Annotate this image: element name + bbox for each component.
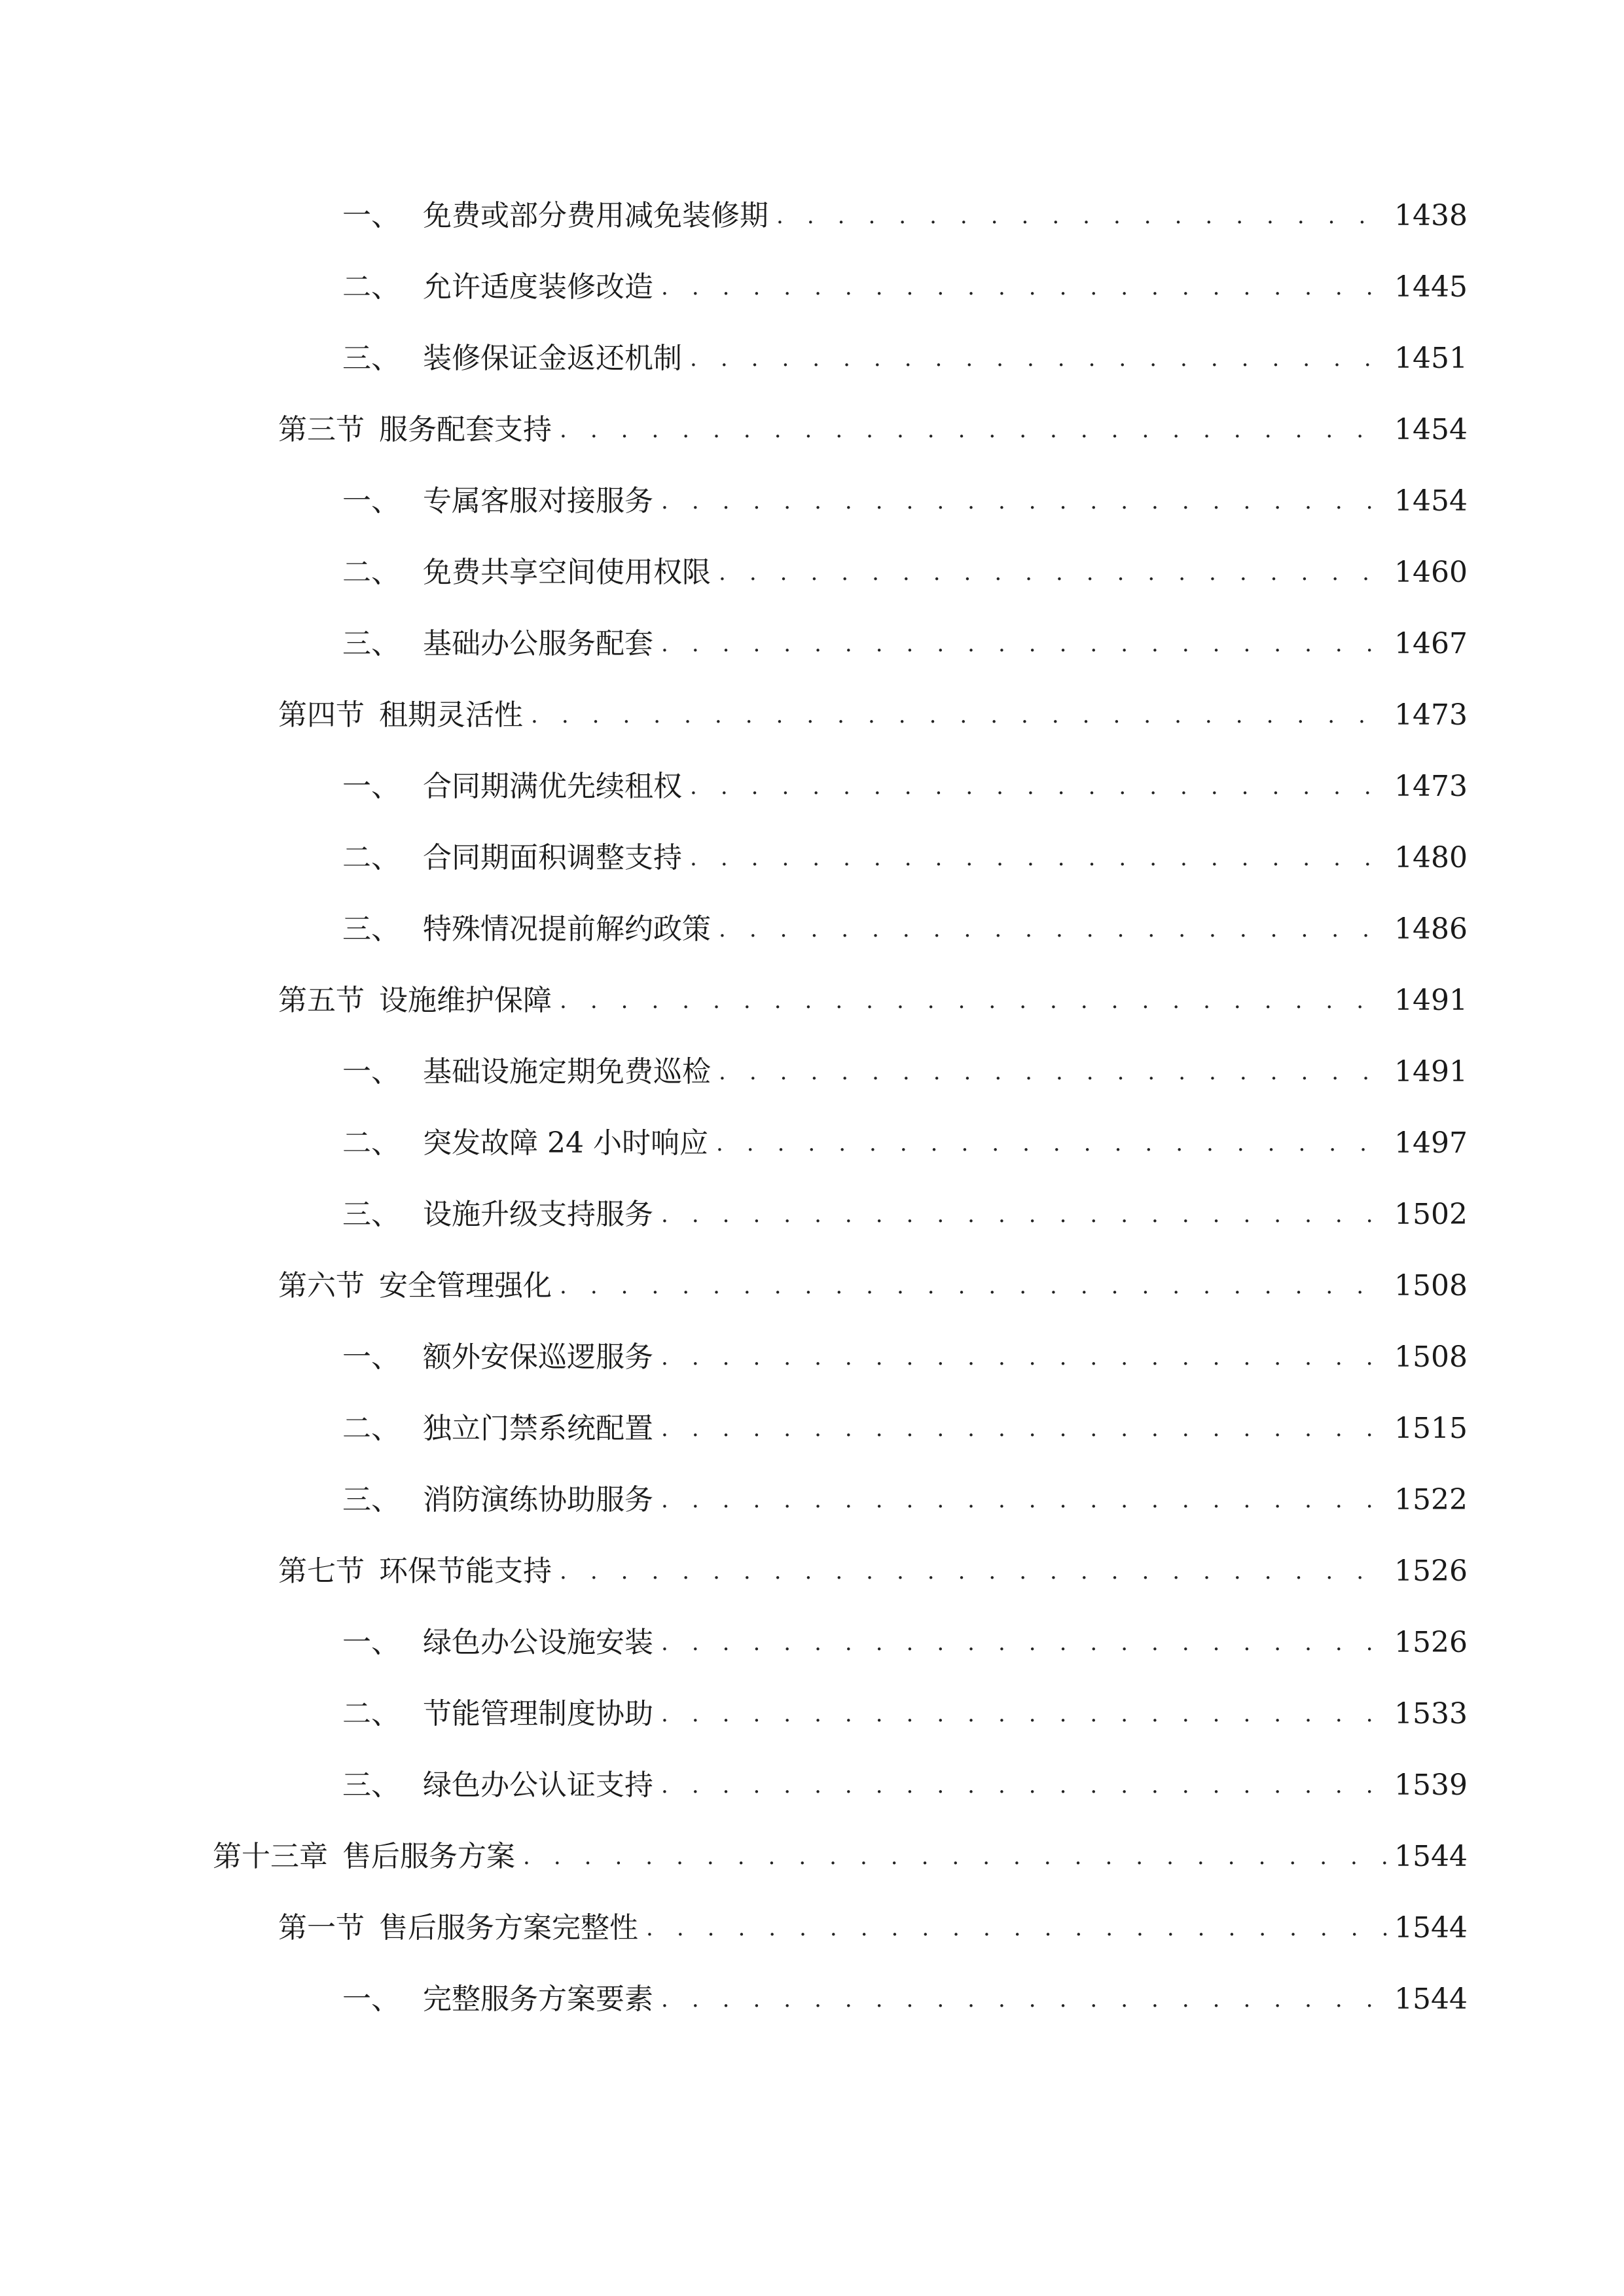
toc-entry-page: 1544 <box>1394 1982 1468 2016</box>
dot-leader <box>560 975 1388 1027</box>
toc-entry-page: 1522 <box>1394 1483 1468 1516</box>
toc-entry-number: 第四节 <box>278 698 365 732</box>
dot-leader <box>661 1474 1388 1526</box>
toc-entry-page: 1460 <box>1394 556 1468 589</box>
dot-leader <box>661 1617 1388 1669</box>
toc-entry-page: 1502 <box>1394 1198 1468 1231</box>
toc-entry-number: 第一节 <box>278 1911 365 1945</box>
toc-entry-title: 节能管理制度协助 <box>423 1697 653 1731</box>
toc-entry-title: 设施维护保障 <box>379 984 552 1017</box>
dot-leader <box>661 475 1388 528</box>
toc-entry-title: 绿色办公设施安装 <box>423 1626 653 1659</box>
toc-entry-number: 三、 <box>342 1768 400 1802</box>
toc-entry-page: 1467 <box>1394 627 1468 660</box>
toc-entry-number: 一、 <box>342 770 400 803</box>
toc-entry[interactable] <box>278 975 1468 1027</box>
toc-entry-number: 第十三章 <box>213 1840 328 1873</box>
toc-entry-title: 基础设施定期免费巡检 <box>423 1055 711 1088</box>
toc-entry-title: 专属客服对接服务 <box>423 484 653 518</box>
toc-entry[interactable] <box>278 1545 1468 1598</box>
toc-entry[interactable] <box>342 1403 1468 1455</box>
toc-entry-page: 1544 <box>1394 1840 1468 1873</box>
dot-leader <box>661 261 1388 314</box>
toc-entry[interactable] <box>342 261 1468 314</box>
toc-entry-number: 一、 <box>342 1055 400 1088</box>
dot-leader <box>560 1545 1388 1598</box>
toc-entry[interactable] <box>213 1831 1468 1883</box>
toc-entry[interactable] <box>342 1474 1468 1526</box>
dot-leader <box>646 1902 1388 1954</box>
toc-entry[interactable] <box>342 547 1468 599</box>
toc-entry-number: 二、 <box>342 270 400 304</box>
dot-leader <box>719 903 1388 956</box>
toc-entry[interactable] <box>342 1046 1468 1098</box>
toc-entry-page: 1454 <box>1394 484 1468 518</box>
toc-entry-page: 1445 <box>1394 270 1468 304</box>
toc-entry[interactable] <box>342 618 1468 670</box>
toc-entry[interactable] <box>342 761 1468 813</box>
toc-entry[interactable] <box>342 1759 1468 1812</box>
toc-entry-number: 三、 <box>342 342 400 375</box>
toc-entry[interactable] <box>342 1117 1468 1170</box>
toc-entry-number: 第六节 <box>278 1269 365 1302</box>
dot-leader <box>719 547 1388 599</box>
toc-entry-number: 一、 <box>342 1340 400 1374</box>
toc-entry-page: 1454 <box>1394 413 1468 446</box>
toc-entry[interactable] <box>342 1688 1468 1740</box>
toc-entry-number: 第三节 <box>278 413 365 446</box>
toc-entry-title: 完整服务方案要素 <box>423 1982 653 2016</box>
toc-entry-number: 三、 <box>342 1198 400 1231</box>
dot-leader <box>661 1331 1388 1384</box>
toc-entry-number: 三、 <box>342 912 400 946</box>
toc-entry-title: 特殊情况提前解约政策 <box>423 912 711 946</box>
toc-entry-page: 1438 <box>1394 199 1468 232</box>
toc-entry-page: 1486 <box>1394 912 1468 946</box>
toc-entry-page: 1515 <box>1394 1412 1468 1445</box>
toc-entry[interactable] <box>342 1189 1468 1241</box>
toc-entry-page: 1480 <box>1394 841 1468 874</box>
toc-entry-number: 一、 <box>342 1982 400 2016</box>
toc-entry-page: 1533 <box>1394 1697 1468 1731</box>
toc-entry-page: 1508 <box>1394 1340 1468 1374</box>
toc-entry-page: 1491 <box>1394 984 1468 1017</box>
toc-entry-title: 合同期满优先续租权 <box>423 770 682 803</box>
dot-leader <box>690 761 1388 813</box>
toc-entry-title: 独立门禁系统配置 <box>423 1412 653 1445</box>
toc-entry[interactable] <box>342 332 1468 385</box>
dot-leader <box>531 689 1388 742</box>
toc-entry-title: 设施升级支持服务 <box>423 1198 653 1231</box>
toc-entry-title: 消防演练协助服务 <box>423 1483 653 1516</box>
dot-leader <box>560 1260 1388 1312</box>
toc-entry-number: 第七节 <box>278 1554 365 1588</box>
toc-entry[interactable] <box>278 404 1468 456</box>
toc-entry-title: 售后服务方案 <box>342 1840 515 1873</box>
toc-entry-number: 二、 <box>342 1412 400 1445</box>
toc-entry-page: 1473 <box>1394 770 1468 803</box>
toc-entry-title: 免费共享空间使用权限 <box>423 556 711 589</box>
toc-entry[interactable] <box>342 1331 1468 1384</box>
toc-entry-title: 安全管理强化 <box>379 1269 552 1302</box>
dot-leader <box>661 1759 1388 1812</box>
toc-entry-title: 突发故障 24 小时响应 <box>423 1126 708 1160</box>
dot-leader <box>661 1403 1388 1455</box>
dot-leader <box>661 1688 1388 1740</box>
toc-entry-number: 三、 <box>342 627 400 660</box>
toc-entry[interactable] <box>342 1617 1468 1669</box>
toc-entry[interactable] <box>342 903 1468 956</box>
toc-entry-number: 二、 <box>342 1697 400 1731</box>
toc-entry-number: 一、 <box>342 199 400 232</box>
toc-entry-title: 免费或部分费用减免装修期 <box>423 199 768 232</box>
toc-entry-title: 租期灵活性 <box>379 698 523 732</box>
dot-leader <box>560 404 1388 456</box>
toc-entry-page: 1451 <box>1394 342 1468 375</box>
dot-leader <box>523 1831 1388 1883</box>
dot-leader <box>690 832 1388 884</box>
toc-entry-page: 1508 <box>1394 1269 1468 1302</box>
toc-entry[interactable] <box>278 689 1468 742</box>
toc-entry-number: 二、 <box>342 1126 400 1160</box>
toc-entry[interactable] <box>278 1260 1468 1312</box>
toc-entry[interactable] <box>342 1973 1468 2026</box>
toc-entry-number: 二、 <box>342 556 400 589</box>
toc-entry-title: 额外安保巡逻服务 <box>423 1340 653 1374</box>
toc-entry-title: 服务配套支持 <box>379 413 552 446</box>
toc-entry-number: 一、 <box>342 484 400 518</box>
toc-entry-page: 1473 <box>1394 698 1468 732</box>
toc-entry[interactable] <box>342 190 1468 242</box>
toc-entry-number: 一、 <box>342 1626 400 1659</box>
toc-entry-title: 装修保证金返还机制 <box>423 342 682 375</box>
toc-entry-page: 1491 <box>1394 1055 1468 1088</box>
toc-entry-title: 绿色办公认证支持 <box>423 1768 653 1802</box>
toc-entry-title: 合同期面积调整支持 <box>423 841 682 874</box>
toc-entry-number: 三、 <box>342 1483 400 1516</box>
dot-leader <box>776 190 1388 242</box>
toc-entry-page: 1526 <box>1394 1554 1468 1588</box>
dot-leader <box>690 332 1388 385</box>
toc-entry-page: 1497 <box>1394 1126 1468 1160</box>
toc-entry-page: 1526 <box>1394 1626 1468 1659</box>
toc-entry-title: 售后服务方案完整性 <box>379 1911 638 1945</box>
toc-entry-page: 1544 <box>1394 1911 1468 1945</box>
dot-leader <box>719 1046 1388 1098</box>
toc-entry-title: 基础办公服务配套 <box>423 627 653 660</box>
toc-entry-title: 环保节能支持 <box>379 1554 552 1588</box>
dot-leader <box>716 1117 1388 1170</box>
toc-entry[interactable] <box>342 832 1468 884</box>
toc-entry-number: 二、 <box>342 841 400 874</box>
toc-entry[interactable] <box>342 475 1468 528</box>
dot-leader <box>661 618 1388 670</box>
toc-entry[interactable] <box>278 1902 1468 1954</box>
dot-leader <box>661 1973 1388 2026</box>
dot-leader <box>661 1189 1388 1241</box>
toc-entry-title: 允许适度装修改造 <box>423 270 653 304</box>
toc-entry-page: 1539 <box>1394 1768 1468 1802</box>
toc-entry-number: 第五节 <box>278 984 365 1017</box>
